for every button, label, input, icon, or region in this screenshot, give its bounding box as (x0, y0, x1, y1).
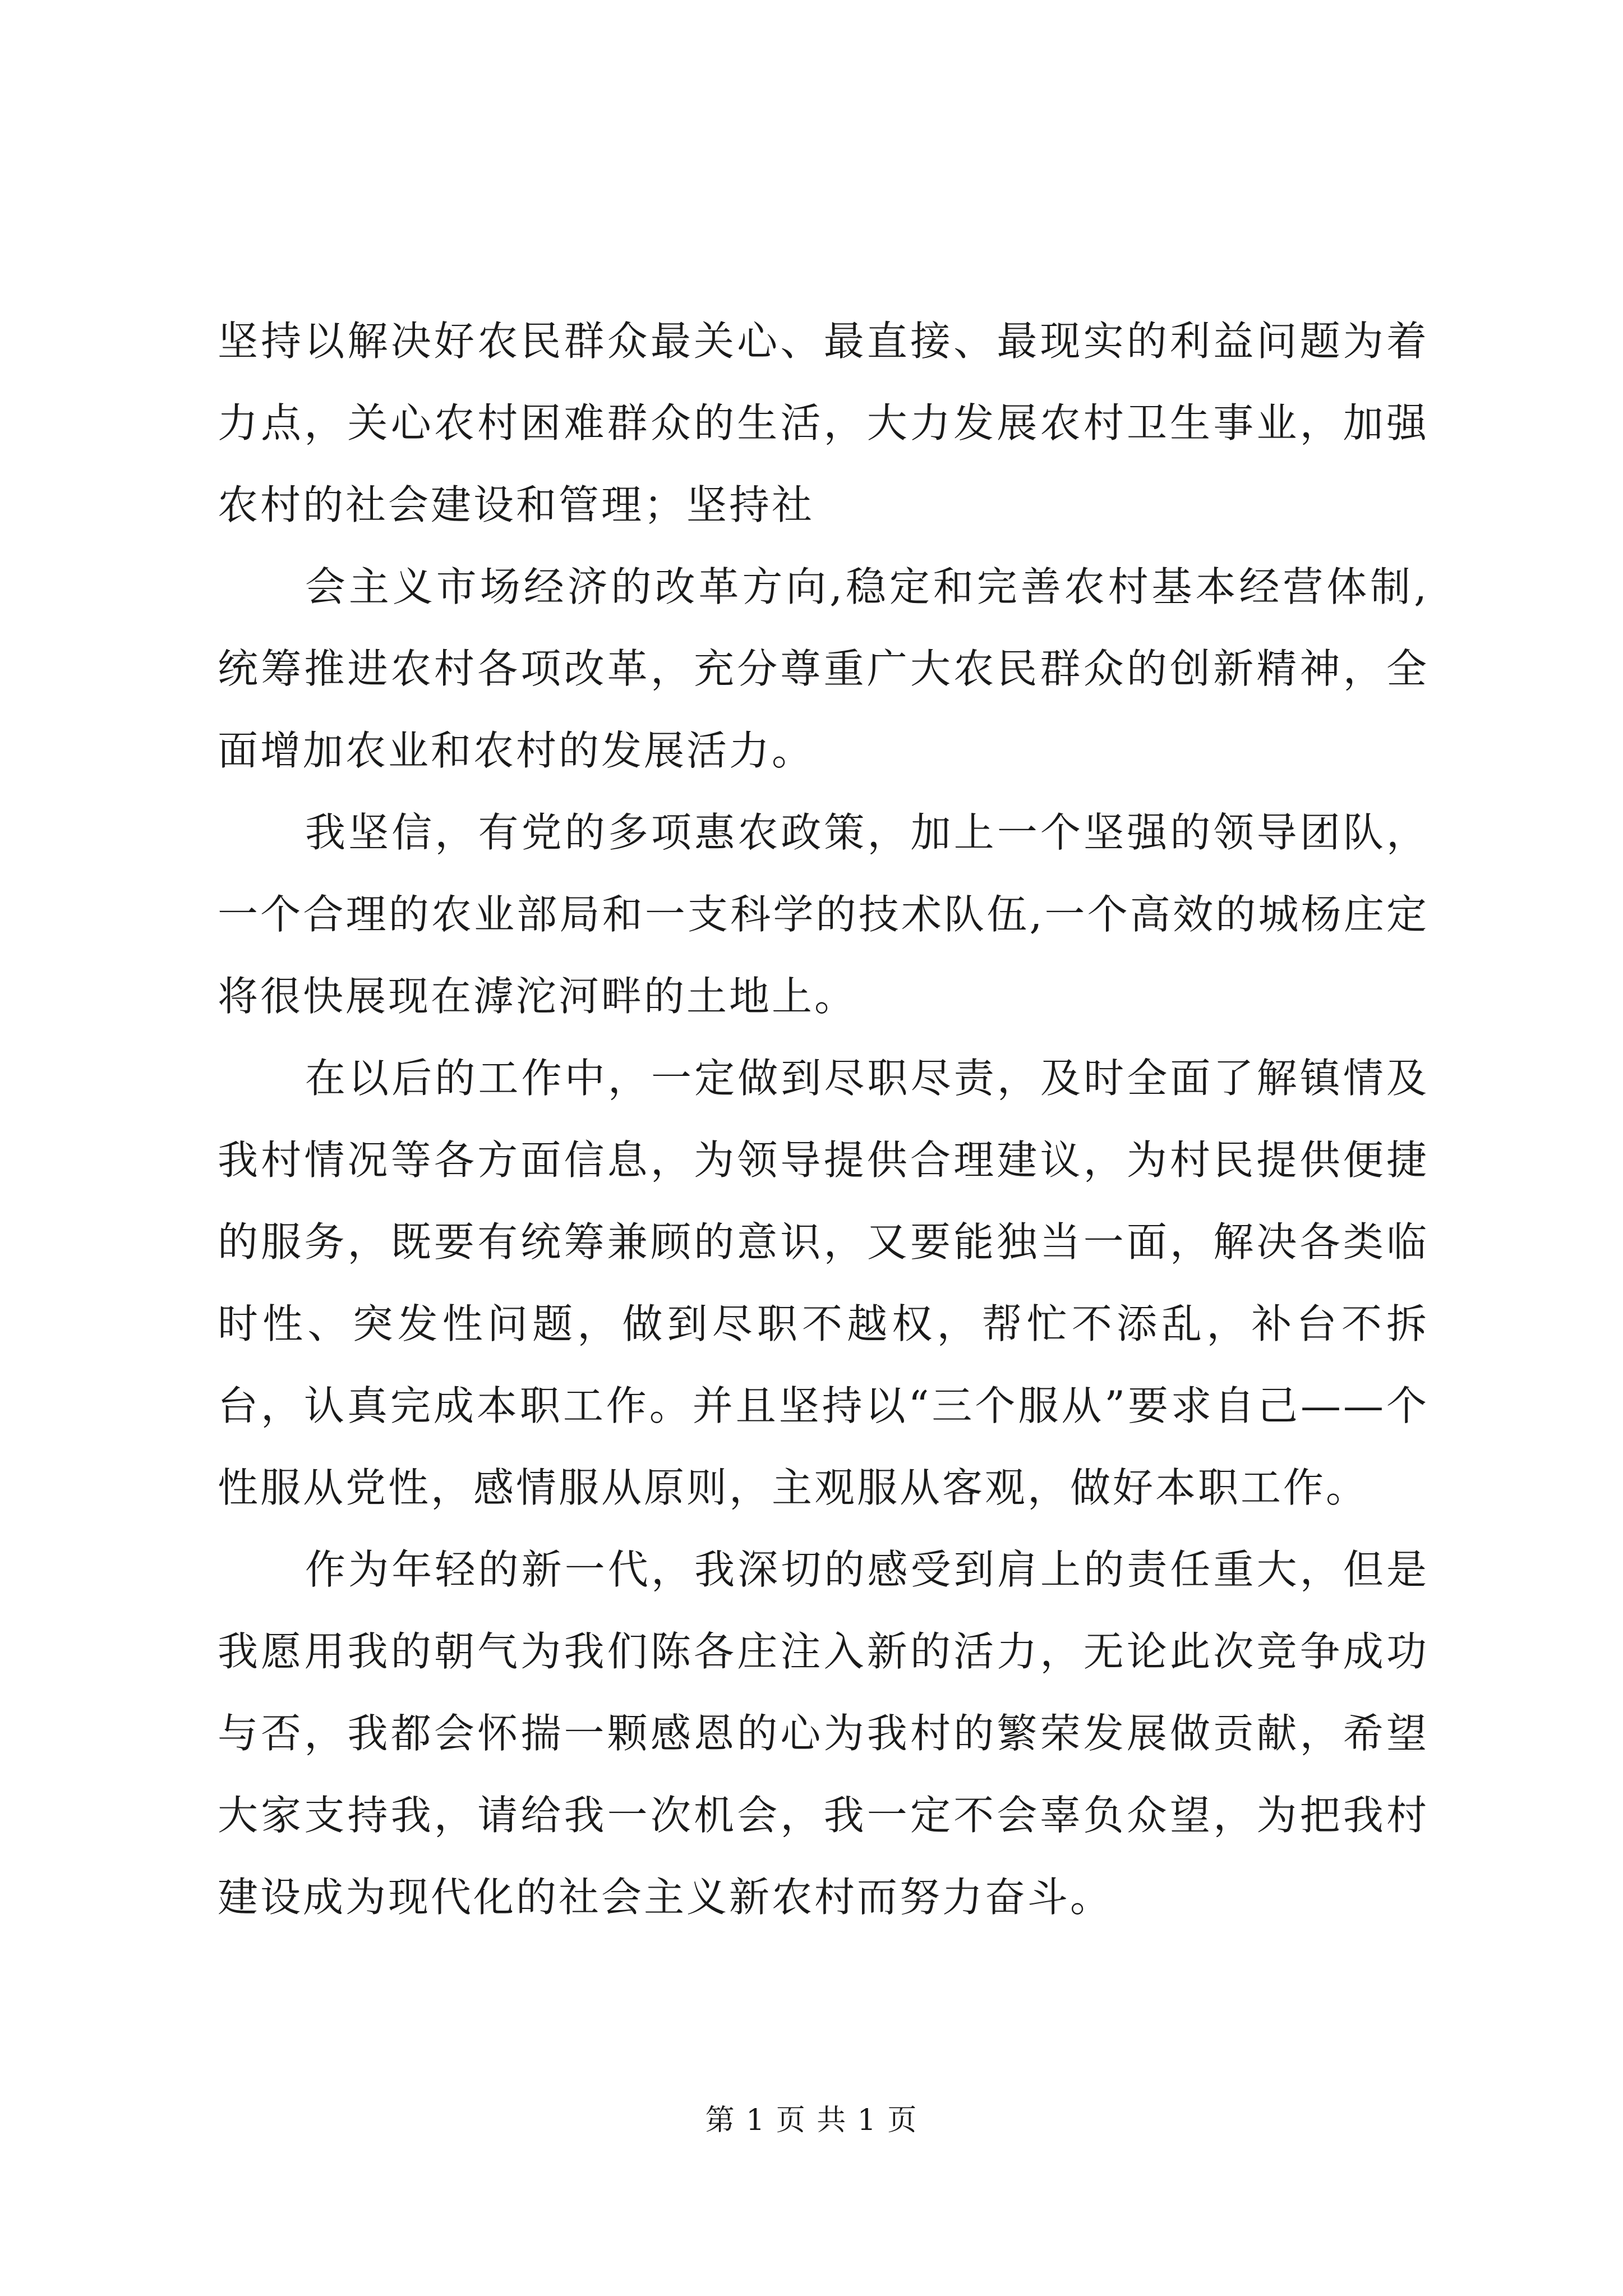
paragraph-5: 作为年轻的新一代，我深切的感受到肩上的责任重大，但是我愿用我的朝气为我们陈各庄注入新的活力，无论此次竞争成功与否，我都会怀揣一颗感恩的心为我村的繁荣发展做贡献，希望大家支持我，请给我一次机会，我一定不会辜负众望，为把我村建设成为现代化的社会主义新农村而努力奋斗。 (218, 1546, 1429, 1921)
paragraph-2: 会主义市场经济的改革方向,稳定和完善农村基本经营体制,统筹推进农村各项改革，充分尊重广大农民群众的创新精神，全面增加农业和农村的发展活力。 (218, 563, 1429, 774)
paragraph-4: 在以后的工作中，一定做到尽职尽责，及时全面了解镇情及我村情况等各方面信息，为领导提供合理建议，为村民提供便捷的服务，既要有统筹兼顾的意识，又要能独当一面，解决各类临时性、突发性问题，做到尽职不越权，帮忙不添乱，补台不拆台，认真完成本职工作。并且坚持以“三个服从”要求自己——个性服从党性，感情服从原则，主观服从客观，做好本职工作。 (218, 1055, 1429, 1511)
page-number-footer: 第 1 页 共 1 页 (705, 2104, 918, 2137)
document-body (218, 300, 1429, 1938)
paragraph-1: 坚持以解决好农民群众最关心、最直接、最现实的利益问题为着力点，关心农村困难群众的生活，大力发展农村卫生事业，加强农村的社会建设和管理；坚持社 (218, 318, 1429, 528)
paragraph-3: 我坚信，有党的多项惠农政策，加上一个坚强的领导团队，一个合理的农业部局和一支科学的技术队伍,一个高效的城杨庄定将很快展现在滹沱河畔的土地上。 (218, 809, 1429, 1020)
